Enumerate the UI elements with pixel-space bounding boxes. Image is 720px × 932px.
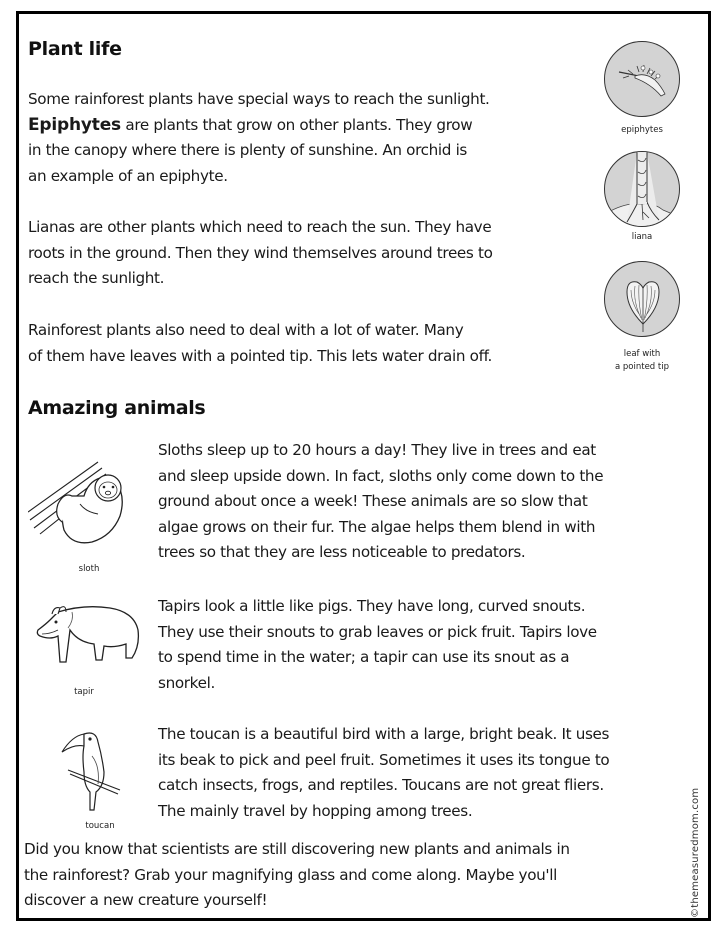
pointed-leaf-icon xyxy=(604,261,680,337)
tapir-icon xyxy=(34,600,144,668)
text-line: its beak to pick and peel fruit. Sometimes it uses its tongue to xyxy=(158,750,610,769)
text-line: an example of an epiphyte. xyxy=(28,166,228,185)
liana-icon xyxy=(604,151,680,227)
text-span: are plants that grow on other plants. They grow xyxy=(120,115,473,134)
text-line: The mainly travel by hopping among trees. xyxy=(158,801,473,820)
caption-tapir: tapir xyxy=(74,687,94,697)
sloth-paragraph xyxy=(158,438,603,566)
text-line: ground about once a week! These animals are so slow that xyxy=(158,492,588,510)
text-line: of them have leaves with a pointed tip. This lets water drain off. xyxy=(28,346,492,365)
caption-line: leaf with xyxy=(623,349,661,359)
caption-epiphytes: epiphytes xyxy=(621,125,663,135)
text-line xyxy=(28,113,490,139)
caption-line: a pointed tip xyxy=(614,362,669,372)
toucan-icon xyxy=(60,726,122,814)
section-heading-amazing-animals: Amazing animals xyxy=(28,397,206,419)
text-line: The toucan is a beautiful bird with a large, bright beak. It uses xyxy=(158,725,610,743)
text-line: Did you know that scientists are still discovering new plants and animals in xyxy=(24,840,570,858)
caption-pointed-leaf xyxy=(598,348,686,374)
toucan-paragraph xyxy=(158,722,609,824)
text-line: and sleep upside down. In fact, sloths only come down to the xyxy=(158,466,604,485)
text-line: snorkel. xyxy=(158,673,215,692)
text-line: algae grows on their fur. The algae helps them blend in with xyxy=(158,517,596,536)
plant-paragraph-3 xyxy=(28,318,492,369)
plant-paragraph-2 xyxy=(28,215,493,292)
text-line: roots in the ground. Then they wind themselves around trees to xyxy=(28,243,493,262)
text-line: Tapirs look a little like pigs. They have long, curved snouts. xyxy=(158,597,586,615)
caption-sloth: sloth xyxy=(78,564,100,574)
text-line: the rainforest? Grab your magnifying glass and come along. Maybe you'll xyxy=(24,865,557,884)
text-line: trees so that they are less noticeable to predators. xyxy=(158,543,526,561)
section-heading-plant-life: Plant life xyxy=(28,38,122,60)
text-line: in the canopy where there is plenty of sunshine. An orchid is xyxy=(28,141,467,159)
caption-toucan: toucan xyxy=(85,821,115,831)
text-line: Lianas are other plants which need to reach the sun. They have xyxy=(28,218,492,236)
closing-paragraph xyxy=(24,837,570,914)
text-line: discover a new creature yourself! xyxy=(24,891,268,909)
tapir-paragraph xyxy=(158,594,597,696)
term-epiphytes: Epiphytes xyxy=(28,114,121,135)
plant-paragraph-1 xyxy=(28,87,490,189)
text-line: Rainforest plants also need to deal with a lot of water. Many xyxy=(28,321,464,339)
sloth-icon xyxy=(28,452,140,552)
text-line: to spend time in the water; a tapir can use its snout as a xyxy=(158,648,570,666)
epiphyte-icon xyxy=(604,41,680,117)
caption-liana: liana xyxy=(631,232,653,242)
text-line: They use their snouts to grab leaves or pick fruit. Tapirs love xyxy=(158,622,597,641)
text-line: Sloths sleep up to 20 hours a day! They live in trees and eat xyxy=(158,441,596,459)
text-line: reach the sunlight. xyxy=(28,269,165,287)
text-line: Some rainforest plants have special ways to reach the sunlight. xyxy=(28,90,490,108)
copyright-watermark: ©themeasuredmom.com xyxy=(690,787,701,918)
text-line: catch insects, frogs, and reptiles. Toucans are not great fliers. xyxy=(158,776,604,794)
